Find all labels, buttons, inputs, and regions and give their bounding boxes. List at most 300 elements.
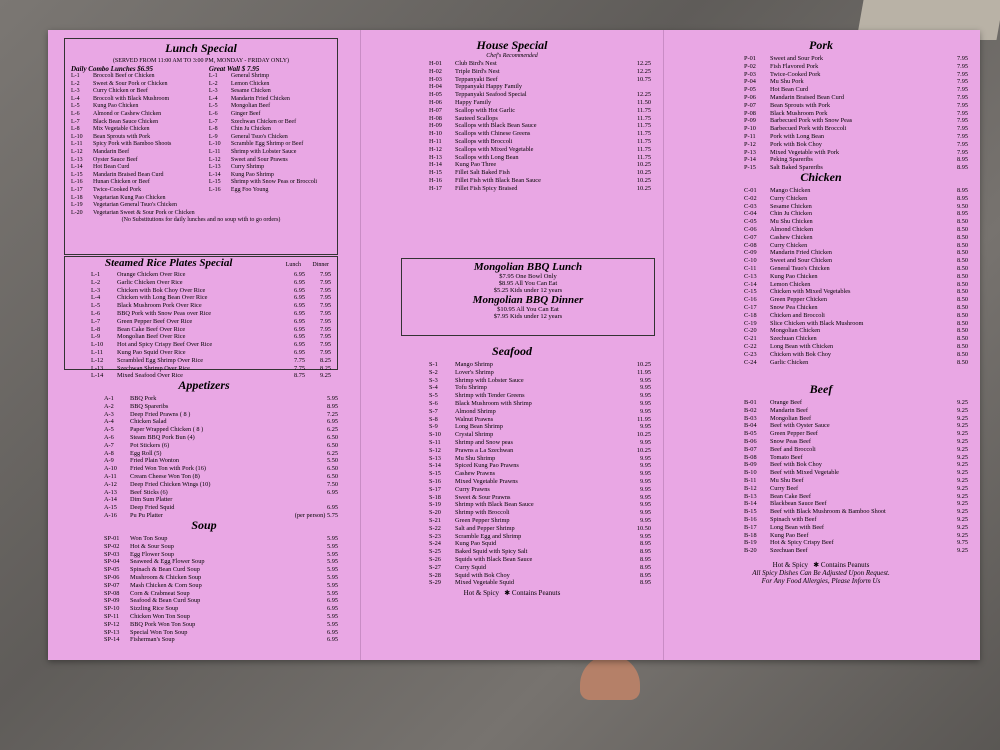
lunch-price: 6.95	[293, 278, 305, 286]
item-price: 11.75	[637, 145, 651, 153]
steamed-rice-item	[91, 333, 337, 341]
item-code: B-11	[744, 476, 757, 484]
item-code: C-18	[744, 311, 757, 319]
steamed-rice-box	[64, 256, 338, 380]
item-code: L-7	[91, 317, 101, 325]
item-name: Beef with Black Mushroom & Bamboo Shoot	[770, 508, 886, 516]
item-price: 7.25	[326, 410, 338, 418]
contains-peanuts-legend-2: Contains Peanuts	[820, 560, 870, 569]
item-price: 11.95	[637, 368, 651, 376]
great-wall-item	[209, 157, 337, 165]
pork-item	[744, 63, 974, 71]
item-name: Chicken with Mixed Vegetables	[770, 288, 851, 296]
item-code: C-05	[744, 218, 757, 226]
great-wall-title: Great Wall $ 7.95	[208, 65, 260, 73]
item-name: Spiced Kung Pao Prawns	[455, 462, 519, 470]
great-wall-item	[209, 96, 337, 104]
house-special-item	[429, 185, 657, 193]
daily-combo-item	[71, 187, 209, 195]
pork-item	[744, 117, 974, 125]
item-price: 6.50	[326, 465, 338, 473]
item-name: Mix Vegetable Chicken	[93, 126, 150, 133]
item-code: SP-10	[104, 605, 120, 613]
item-price: 6.95	[326, 628, 338, 636]
item-code: B-15	[744, 508, 757, 516]
pork-item	[744, 125, 974, 133]
item-name: Chin Ju Chicken	[230, 126, 271, 133]
item-price: 11.75	[637, 153, 651, 161]
item-price: 8.50	[956, 311, 968, 319]
item-price: 7.95	[956, 70, 968, 78]
daily-combo-item	[71, 179, 209, 187]
item-code: L-4	[208, 95, 218, 102]
item-price: 8.50	[956, 288, 968, 296]
item-name: Hunan Chicken or Beef	[93, 179, 150, 186]
great-wall-item	[209, 103, 337, 111]
item-code: H-15	[429, 169, 442, 177]
item-name: Squids with Black Bean Sauce	[455, 555, 533, 563]
item-code: C-08	[744, 241, 757, 249]
item-code: A-10	[104, 465, 117, 473]
item-name: Green Pepper Chicken	[770, 296, 828, 304]
item-code: S-7	[429, 407, 438, 415]
item-name: Crystal Shrimp	[455, 431, 494, 439]
item-name: Black Mushroom Pork Over Rice	[117, 302, 202, 310]
item-code: H-11	[429, 137, 442, 145]
item-code: C-04	[744, 210, 757, 218]
steamed-rice-item	[91, 357, 337, 365]
seafood-item	[429, 564, 657, 572]
chicken-item	[744, 226, 974, 234]
item-name: Snow Peas Beef	[770, 437, 811, 445]
daily-combo-item	[71, 202, 209, 210]
item-price: 10.25	[636, 169, 651, 177]
item-name: Garlic Chicken Over Rice	[117, 278, 183, 286]
item-price: 7.95	[956, 117, 968, 125]
item-code: L-1	[208, 73, 218, 79]
dinner-col-header: Dinner	[312, 262, 329, 268]
seafood-item	[429, 416, 657, 424]
daily-combo-item	[71, 157, 209, 165]
mongolian-lunch-line-3: $5.25 Kids under 12 years	[493, 287, 563, 294]
item-name: Green Pepper Beef	[770, 430, 818, 438]
steamed-rice-item	[91, 287, 337, 295]
item-price: 6.95	[326, 488, 338, 496]
item-name: Egg Foo Young	[230, 186, 269, 193]
item-name: Broccoli Beef or Chicken	[93, 73, 155, 79]
item-name: Szechwan Chicken or Beef	[230, 118, 297, 125]
seafood-item	[429, 509, 657, 517]
item-code: SP-08	[104, 589, 120, 597]
item-code: H-08	[429, 114, 442, 122]
item-price: (per person) 5.75	[294, 511, 338, 519]
item-name: Green Pepper Shrimp	[455, 516, 510, 524]
item-name: Lemon Chicken	[770, 280, 811, 288]
appetizer-item	[104, 489, 344, 497]
item-code: L-6	[71, 110, 80, 117]
item-name: Fisherman's Soup	[130, 636, 175, 644]
item-code: C-16	[744, 296, 757, 304]
soup-item	[104, 629, 344, 637]
item-code: B-16	[744, 515, 757, 523]
pork-title: Pork	[809, 38, 833, 52]
item-price: 8.95	[956, 156, 968, 164]
great-wall-item	[209, 141, 337, 149]
item-name: Kung Pao Squid Over Rice	[117, 348, 186, 356]
item-price: 8.50	[956, 342, 968, 350]
lunch-price: 6.95	[293, 348, 305, 356]
mongolian-lunch-line-2: $8.95 All You Can Eat	[498, 280, 558, 287]
item-name: Bean Cake Beef	[770, 492, 811, 500]
item-name: Beef with Mixed Vegetable	[770, 469, 839, 477]
item-name: Chicken with Bok Choy Over Rice	[117, 286, 206, 294]
soup-section	[64, 516, 344, 644]
item-code: L-10	[208, 141, 221, 148]
item-code: L-13	[91, 364, 104, 372]
item-name: Pu Pu Platter	[130, 511, 163, 519]
beef-item	[744, 415, 974, 423]
daily-combo-item	[71, 141, 209, 149]
item-name: Sweet and Sour Chicken	[770, 257, 833, 265]
item-name: Beef with Oyster Sauce	[770, 422, 830, 430]
item-code: S-11	[429, 438, 441, 446]
item-code: A-4	[104, 418, 114, 426]
item-code: L-15	[71, 171, 83, 178]
daily-combo-item	[71, 111, 209, 119]
lunch-price: 6.95	[293, 333, 305, 341]
steamed-rice-item	[91, 326, 337, 334]
item-price: 7.95	[956, 78, 968, 86]
item-price: 8.50	[956, 280, 968, 288]
item-name: Seafood & Bean Curd Soup	[130, 597, 201, 605]
item-name: Mixed Vegetable Prawns	[455, 477, 518, 485]
beef-item	[744, 532, 974, 540]
item-name: Scallop with Hot Garlic	[455, 106, 515, 114]
soup-item	[104, 543, 344, 551]
chicken-item	[744, 312, 974, 320]
item-code: P-12	[744, 140, 756, 148]
item-name: Shrimp with Tender Greens	[455, 392, 525, 400]
house-special-item	[429, 161, 657, 169]
item-name: Pot Stickers (6)	[130, 441, 170, 449]
item-price: 9.75	[956, 539, 968, 547]
item-price: 11.95	[637, 415, 651, 423]
item-name: Lemon Chicken	[230, 80, 270, 87]
house-special-item	[429, 99, 657, 107]
item-name: BBQ Pork	[130, 395, 157, 402]
item-name: Chicken with Long Bean Over Rice	[117, 294, 208, 302]
item-price: 9.95	[639, 509, 651, 517]
daily-combo-item	[71, 149, 209, 157]
daily-combo-item	[71, 73, 209, 81]
item-code: C-19	[744, 319, 757, 327]
item-price: 7.50	[326, 480, 338, 488]
item-code: S-28	[429, 571, 441, 579]
item-price: 11.75	[637, 106, 651, 114]
item-name: Scallops with Black Bean Sauce	[455, 122, 537, 130]
item-name: Bean Cake Beef Over Rice	[117, 325, 186, 333]
item-price: 11.75	[637, 130, 651, 138]
soup-item	[104, 566, 344, 574]
item-price: 7.95	[956, 93, 968, 101]
contains-peanuts-legend: Contains Peanuts	[511, 589, 561, 598]
soup-item	[104, 636, 344, 644]
seafood-item	[429, 556, 657, 564]
item-price: 5.50	[326, 457, 338, 465]
item-code: C-10	[744, 257, 757, 265]
dinner-price: 7.95	[319, 348, 331, 356]
steamed-rice-title: Steamed Rice Plates Special	[105, 257, 233, 269]
soup-item	[104, 613, 344, 621]
item-price: 6.50	[326, 472, 338, 480]
item-name: Kung Pao Three	[455, 161, 497, 169]
item-code: S-24	[429, 540, 441, 548]
item-code: S-4	[429, 384, 438, 392]
beef-item	[744, 477, 974, 485]
item-price: 9.25	[956, 476, 968, 484]
item-name: Sizzling Rice Soup	[130, 605, 179, 613]
item-name: Walnut Prawns	[455, 415, 494, 423]
item-code: A-9	[104, 457, 114, 465]
seafood-item	[429, 494, 657, 502]
item-code: S-14	[429, 462, 441, 470]
item-name: Curry Squid	[455, 563, 486, 571]
item-code: L-7	[71, 118, 80, 125]
item-price: 10.25	[636, 161, 651, 169]
item-code: S-8	[429, 415, 438, 423]
appetizer-item	[104, 504, 344, 512]
item-code: P-09	[744, 117, 756, 125]
item-price: 9.95	[639, 532, 651, 540]
item-name: Deep Fried Prawns ( 8 )	[130, 410, 191, 418]
spicy-adjust-note: All Spicy Dishes Can Be Adjusted Upon Request.	[752, 568, 890, 577]
chicken-item	[744, 242, 974, 250]
item-name: Snow Pea Chicken	[770, 303, 818, 311]
great-wall-item	[209, 149, 337, 157]
item-code: H-07	[429, 106, 442, 114]
pork-item	[744, 78, 974, 86]
beef-item	[744, 485, 974, 493]
item-code: P-04	[744, 78, 756, 86]
item-name: Mu Shu Pork	[770, 78, 804, 86]
lunch-price: 7.75	[293, 364, 305, 372]
item-price: 9.25	[956, 445, 968, 453]
item-code: C-14	[744, 280, 757, 288]
item-code: A-14	[104, 496, 117, 504]
item-code: H-05	[429, 91, 442, 99]
house-special-section	[367, 36, 657, 193]
seafood-item	[429, 540, 657, 548]
item-code: S-18	[429, 493, 441, 501]
item-name: Mandarin Beef	[770, 406, 808, 414]
item-price: 10.25	[636, 361, 651, 368]
chicken-item	[744, 296, 974, 304]
item-name: Green Pepper Beef Over Rice	[117, 317, 193, 325]
item-price: 5.95	[326, 566, 338, 574]
item-code: C-24	[744, 358, 757, 366]
item-name: General Shrimp	[230, 73, 270, 79]
item-code: L-5	[208, 103, 218, 110]
item-name: Egg Flower Soup	[130, 550, 175, 558]
soup-title: Soup	[191, 518, 217, 532]
great-wall-item	[209, 172, 337, 180]
item-price: 9.95	[639, 392, 651, 400]
item-name: Garlic Chicken	[770, 358, 809, 366]
pork-section	[668, 36, 974, 172]
item-name: Mongolian Beef	[230, 103, 271, 110]
item-code: A-5	[104, 426, 114, 434]
beef-item	[744, 430, 974, 438]
item-price: 7.95	[956, 55, 968, 62]
seafood-item	[429, 392, 657, 400]
item-price: 9.95	[639, 485, 651, 493]
item-code: P-08	[744, 109, 756, 117]
mongolian-dinner-title: Mongolian BBQ Dinner	[472, 294, 584, 306]
item-price: 6.95	[326, 597, 338, 605]
chicken-item	[744, 343, 974, 351]
beef-item	[744, 547, 974, 555]
item-name: Hot & Sour Soup	[130, 542, 174, 550]
item-code: A-1	[104, 395, 114, 402]
item-price: 9.25	[956, 453, 968, 461]
item-name: Kung Pao Chicken	[770, 272, 818, 280]
great-wall-item	[209, 111, 337, 119]
beef-item	[744, 539, 974, 547]
item-price: 9.25	[956, 422, 968, 430]
chicken-item	[744, 351, 974, 359]
item-code: C-13	[744, 272, 757, 280]
item-price: 8.95	[956, 210, 968, 218]
item-name: Scallops with Mixed Vegetable	[455, 145, 534, 153]
item-name: Teppanyaki Happy Family	[455, 83, 523, 91]
item-name: Mash Chicken & Corn Soup	[130, 581, 202, 589]
item-code: P-03	[744, 70, 756, 78]
item-name: Squid with Bok Choy	[455, 571, 510, 579]
item-code: SP-05	[104, 566, 120, 574]
item-name: Scramble Egg Shrimp or Beef	[230, 141, 304, 148]
item-name: Curry Shrimp	[230, 164, 265, 171]
item-price: 10.50	[636, 524, 651, 532]
steamed-rice-item	[91, 302, 337, 310]
item-code: P-10	[744, 125, 756, 133]
item-price: 6.95	[326, 605, 338, 613]
item-code: H-03	[429, 75, 442, 83]
item-code: L-12	[91, 356, 104, 364]
item-code: SP-03	[104, 550, 120, 558]
soup-item	[104, 574, 344, 582]
item-name: Mongolian Chicken	[770, 327, 821, 335]
item-name: Shrimp with Lobster Sauce	[230, 148, 297, 155]
item-code: L-8	[71, 126, 80, 133]
item-name: Lover's Shrimp	[455, 368, 494, 376]
item-code: H-04	[429, 83, 442, 91]
item-price: 8.95	[639, 579, 651, 587]
item-name: Mandarin Fried Chicken	[230, 95, 290, 102]
item-code: B-08	[744, 453, 757, 461]
item-name: Black Bean Sauce Chicken	[93, 118, 159, 125]
seafood-item	[429, 439, 657, 447]
item-name: Kung Pao Chicken	[93, 103, 139, 110]
daily-combo-item	[71, 119, 209, 127]
item-name: Sweet and Sour Prawns	[230, 156, 288, 163]
item-code: B-12	[744, 484, 757, 492]
item-code: H-02	[429, 67, 442, 75]
item-name: Fillet Fish Spicy Braised	[455, 184, 518, 192]
item-name: Curry Beef	[770, 484, 799, 492]
seafood-item	[429, 501, 657, 509]
item-price: 8.95	[639, 540, 651, 548]
item-name: Twice-Cooked Pork	[770, 70, 821, 78]
item-price: 9.95	[639, 438, 651, 446]
steamed-rice-item	[91, 349, 337, 357]
lunch-special-title: Lunch Special	[165, 41, 237, 55]
dinner-price: 7.95	[319, 278, 331, 286]
item-name: Deep Fried Squid	[130, 504, 175, 512]
item-code: L-11	[91, 348, 104, 356]
item-code: P-02	[744, 62, 756, 70]
item-price: 9.95	[639, 493, 651, 501]
seafood-item	[429, 478, 657, 486]
item-price: 8.50	[956, 249, 968, 257]
item-code: A-15	[104, 504, 117, 512]
item-name: Mongolian Beef	[770, 414, 812, 422]
item-price: 9.25	[956, 469, 968, 477]
item-code: L-13	[71, 156, 83, 163]
beef-section: Beef B-01 Orange Beef 9.25 B-02 Mandarin Beef 9.25 B-03 Mongolian Beef 9.25 B-04 Beef with Oyster Sauce 9.25 B-05 Green Pepper Beef 9.25 B-06 Snow Peas Beef 9.25 B-07 Beef and Broccoli 9.25 B-08 Tomato Beef 9.25 B-09 Beef with Bok Choy 9.25 B-10 Beef with Mixed Vegetable 9.25 B-11 Mu Shu Beef 9.25 B-12 Curry Beef 9.25 B-13 Bean Cake Beef 9.25 B-14 Blackbean Sauce Beef 9.25 B-15 Beef with Black Mushroom & Bamboo Shoot 9.25 B-16 Spinach with Beef 9.25 B-17 Long Bean with Beef 9.25 B-18 Kung Pao Beef 9.25 B-19 Hot & Spicy Crispy Beef 9.75 B-20 Szechuan Beef 9.25 Hot & Spicy ✱ Contains Peanuts All Spicy Dishes Can Be Adjusted Upon Request. For Any Food Allergies, Please Inform Us	[668, 380, 974, 585]
item-name: Chicken Won Ton Soup	[130, 612, 190, 620]
item-name: Sesame Chicken	[230, 88, 271, 95]
item-name: Fried Plain Wonton	[130, 457, 180, 465]
seafood-item	[429, 408, 657, 416]
great-wall-item	[209, 187, 337, 195]
steamed-rice-item	[91, 310, 337, 318]
item-code: C-07	[744, 233, 757, 241]
lunch-col-header: Lunch	[285, 262, 301, 268]
item-code: A-12	[104, 480, 117, 488]
item-name: Mandarin Braised Bean Curd	[93, 171, 164, 178]
item-name: Spinach & Bean Curd Soup	[130, 566, 200, 574]
item-name: Beef with Bok Choy	[770, 461, 822, 469]
item-code: C-03	[744, 202, 757, 210]
item-name: Kung Pao Squid	[455, 540, 497, 548]
item-name: Triple Bird's Nest	[455, 67, 500, 75]
item-price: 9.25	[956, 430, 968, 438]
item-code: P-05	[744, 86, 756, 94]
item-price: 6.25	[326, 449, 338, 457]
beef-item	[744, 469, 974, 477]
item-code: C-06	[744, 225, 757, 233]
chicken-item	[744, 304, 974, 312]
item-name: Mu Shu Chicken	[770, 218, 813, 226]
item-name: Mango Chicken	[770, 187, 811, 194]
item-name: Chin Ju Chicken	[770, 210, 812, 218]
item-name: Chicken Salad	[130, 418, 167, 426]
appetizer-item	[104, 442, 344, 450]
item-code: L-16	[71, 179, 83, 186]
item-code: B-02	[744, 406, 757, 414]
beef-item	[744, 438, 974, 446]
item-price: 8.50	[956, 264, 968, 272]
item-name: Pork with Bok Choy	[770, 140, 822, 148]
chicken-section	[668, 168, 974, 366]
house-special-item	[429, 83, 657, 91]
item-code: H-13	[429, 153, 442, 161]
item-code: H-17	[429, 184, 442, 192]
item-code: S-27	[429, 563, 441, 571]
item-price: 9.25	[956, 523, 968, 531]
seafood-item	[429, 384, 657, 392]
item-code: A-16	[104, 511, 117, 519]
